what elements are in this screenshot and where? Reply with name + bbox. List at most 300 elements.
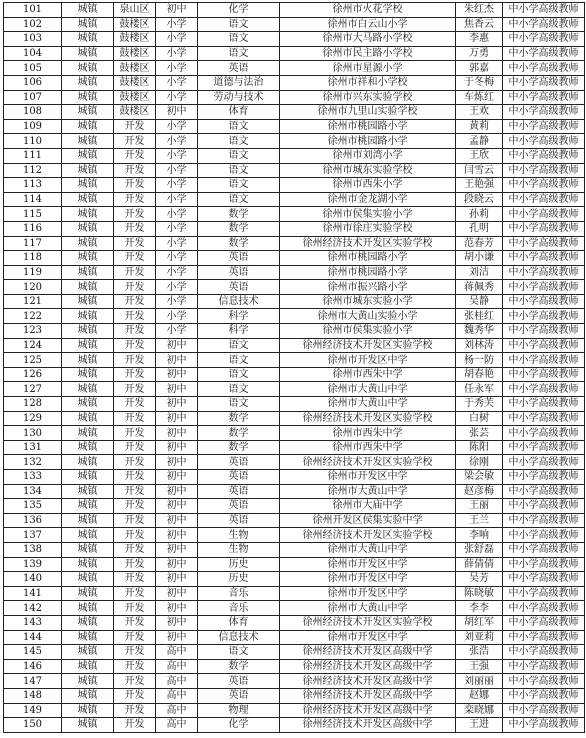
table-row [4,324,585,339]
cell-title: 中小学高级教师 [503,674,585,689]
cell-school-level: 小学 [156,32,198,47]
cell-school-level: 小学 [156,265,198,280]
cell-number: 134 [4,484,62,499]
cell-teacher-name: 刘林涛 [456,338,503,353]
cell-school-name: 徐州市大黄山中学 [280,601,456,616]
cell-subject: 体育 [198,615,280,630]
cell-district: 开发 [114,615,156,630]
cell-title: 中小学高级教师 [503,586,585,601]
cell-school-name: 徐州市刘湾小学 [280,148,456,163]
cell-area-type: 城镇 [62,703,114,718]
cell-area-type: 城镇 [62,353,114,368]
cell-school-name: 徐州市桃园路小学 [280,119,456,134]
cell-area-type: 城镇 [62,148,114,163]
cell-school-name: 徐州市城东实验学校 [280,163,456,178]
table-row [4,105,585,120]
cell-district: 开发 [114,513,156,528]
cell-subject: 数学 [198,659,280,674]
cell-title: 中小学高级教师 [503,499,585,514]
cell-number: 127 [4,382,62,397]
cell-area-type: 城镇 [62,470,114,485]
cell-subject: 英语 [198,251,280,266]
cell-area-type: 城镇 [62,630,114,645]
cell-school-level: 小学 [156,163,198,178]
cell-district: 开发 [114,528,156,543]
cell-school-level: 小学 [156,251,198,266]
cell-school-level: 高中 [156,645,198,660]
cell-subject: 英语 [198,513,280,528]
cell-teacher-name: 吴芳 [456,572,503,587]
cell-area-type: 城镇 [62,601,114,616]
cell-title: 中小学高级教师 [503,542,585,557]
cell-subject: 英语 [198,688,280,703]
cell-number: 133 [4,470,62,485]
table-row [4,90,585,105]
cell-subject: 语文 [198,192,280,207]
roster-body [4,3,585,733]
cell-school-name: 徐州市大黄山中学 [280,382,456,397]
cell-number: 125 [4,353,62,368]
cell-teacher-name: 胡春艳 [456,367,503,382]
cell-school-level: 小学 [156,46,198,61]
table-row [4,674,585,689]
cell-school-level: 小学 [156,134,198,149]
table-row [4,470,585,485]
cell-district: 开发 [114,148,156,163]
cell-title: 中小学高级教师 [503,265,585,280]
table-row [4,703,585,718]
cell-subject: 语文 [198,397,280,412]
cell-district: 开发 [114,601,156,616]
cell-subject: 语文 [198,32,280,47]
cell-school-name: 徐州市西朱中学 [280,440,456,455]
cell-district: 开发 [114,353,156,368]
cell-teacher-name: 黄莉 [456,119,503,134]
cell-district: 开发 [114,586,156,601]
cell-school-name: 徐州市桃园路小学 [280,265,456,280]
cell-teacher-name: 于秀芙 [456,397,503,412]
cell-area-type: 城镇 [62,513,114,528]
cell-school-name: 徐州市白云山小学 [280,17,456,32]
cell-school-level: 初中 [156,528,198,543]
cell-title: 中小学高级教师 [503,615,585,630]
cell-teacher-name: 孔明 [456,221,503,236]
cell-school-name: 徐州市火花学校 [280,3,456,18]
cell-number: 146 [4,659,62,674]
cell-district: 开发 [114,251,156,266]
cell-teacher-name: 徐刚 [456,455,503,470]
table-row [4,484,585,499]
cell-title: 中小学高级教师 [503,718,585,733]
cell-teacher-name: 张浩 [456,645,503,660]
cell-teacher-name: 王强 [456,659,503,674]
cell-title: 中小学高级教师 [503,32,585,47]
cell-district: 开发 [114,236,156,251]
cell-school-name: 徐州市开发区中学 [280,630,456,645]
cell-title: 中小学高级教师 [503,61,585,76]
cell-area-type: 城镇 [62,46,114,61]
cell-area-type: 城镇 [62,105,114,120]
cell-district: 开发 [114,411,156,426]
cell-school-level: 高中 [156,703,198,718]
cell-district: 开发 [114,207,156,222]
cell-school-name: 徐州市大黄山中学 [280,484,456,499]
cell-area-type: 城镇 [62,134,114,149]
cell-school-level: 初中 [156,615,198,630]
cell-title: 中小学高级教师 [503,90,585,105]
cell-subject: 数学 [198,440,280,455]
cell-number: 116 [4,221,62,236]
cell-title: 中小学高级教师 [503,572,585,587]
cell-teacher-name: 李惠 [456,32,503,47]
table-row [4,294,585,309]
cell-school-name: 徐州市星源小学 [280,61,456,76]
cell-district: 开发 [114,703,156,718]
cell-district: 开发 [114,367,156,382]
cell-school-name: 徐州市开发区中学 [280,572,456,587]
cell-number: 130 [4,426,62,441]
cell-school-level: 小学 [156,192,198,207]
cell-subject: 数学 [198,207,280,222]
table-row [4,659,585,674]
cell-area-type: 城镇 [62,221,114,236]
cell-school-name: 徐州市民主路小学校 [280,46,456,61]
cell-area-type: 城镇 [62,17,114,32]
cell-number: 124 [4,338,62,353]
cell-area-type: 城镇 [62,324,114,339]
cell-teacher-name: 闫雪云 [456,163,503,178]
cell-district: 开发 [114,688,156,703]
cell-school-level: 小学 [156,294,198,309]
cell-title: 中小学高级教师 [503,251,585,266]
cell-district: 鼓楼区 [114,90,156,105]
cell-school-name: 徐州市金龙湖小学 [280,192,456,207]
cell-area-type: 城镇 [62,3,114,18]
cell-area-type: 城镇 [62,528,114,543]
table-row [4,426,585,441]
table-row [4,236,585,251]
cell-number: 136 [4,513,62,528]
cell-school-name: 徐州市大黄山实验小学 [280,309,456,324]
cell-title: 中小学高级教师 [503,645,585,660]
cell-title: 中小学高级教师 [503,221,585,236]
cell-school-name: 徐州市振兴路小学 [280,280,456,295]
cell-district: 鼓楼区 [114,17,156,32]
cell-district: 开发 [114,718,156,733]
table-row [4,542,585,557]
cell-title: 中小学高级教师 [503,440,585,455]
cell-school-name: 徐州经济技术开发区高级中学 [280,659,456,674]
cell-subject: 语文 [198,148,280,163]
cell-number: 138 [4,542,62,557]
cell-subject: 语文 [198,178,280,193]
cell-title: 中小学高级教师 [503,528,585,543]
cell-school-name: 徐州市西朱中学 [280,426,456,441]
cell-district: 开发 [114,309,156,324]
table-row [4,148,585,163]
cell-subject: 数学 [198,426,280,441]
cell-school-level: 初中 [156,601,198,616]
cell-school-name: 徐州市徐庄实验学校 [280,221,456,236]
cell-district: 开发 [114,397,156,412]
cell-title: 中小学高级教师 [503,105,585,120]
cell-teacher-name: 王艳强 [456,178,503,193]
cell-subject: 英语 [198,280,280,295]
cell-teacher-name: 张芸 [456,426,503,441]
cell-area-type: 城镇 [62,382,114,397]
cell-subject: 音乐 [198,586,280,601]
cell-subject: 语文 [198,119,280,134]
cell-teacher-name: 王进 [456,718,503,733]
table-row [4,557,585,572]
table-row [4,134,585,149]
cell-area-type: 城镇 [62,688,114,703]
cell-title: 中小学高级教师 [503,703,585,718]
cell-area-type: 城镇 [62,426,114,441]
cell-teacher-name: 张舒磊 [456,542,503,557]
table-row [4,61,585,76]
cell-number: 141 [4,586,62,601]
cell-teacher-name: 栾晓娜 [456,703,503,718]
cell-area-type: 城镇 [62,397,114,412]
cell-number: 110 [4,134,62,149]
cell-district: 开发 [114,178,156,193]
cell-school-name: 徐州市大黄山中学 [280,542,456,557]
cell-title: 中小学高级教师 [503,148,585,163]
cell-area-type: 城镇 [62,251,114,266]
cell-title: 中小学高级教师 [503,659,585,674]
cell-school-name: 徐州市开发区中学 [280,586,456,601]
table-row [4,513,585,528]
cell-teacher-name: 白树 [456,411,503,426]
cell-subject: 语文 [198,645,280,660]
cell-district: 开发 [114,659,156,674]
cell-area-type: 城镇 [62,586,114,601]
cell-school-level: 小学 [156,309,198,324]
cell-district: 开发 [114,119,156,134]
teacher-roster-table [3,2,585,733]
cell-school-name: 徐州经济技术开发区实验学校 [280,455,456,470]
cell-subject: 音乐 [198,601,280,616]
cell-subject: 信息技术 [198,630,280,645]
cell-subject: 语文 [198,382,280,397]
cell-school-level: 初中 [156,513,198,528]
cell-district: 鼓楼区 [114,32,156,47]
cell-number: 132 [4,455,62,470]
cell-teacher-name: 吴静 [456,294,503,309]
cell-school-name: 徐州市开发区中学 [280,470,456,485]
cell-title: 中小学高级教师 [503,353,585,368]
cell-area-type: 城镇 [62,440,114,455]
cell-title: 中小学高级教师 [503,470,585,485]
cell-district: 开发 [114,630,156,645]
cell-number: 140 [4,572,62,587]
table-row [4,382,585,397]
cell-subject: 科学 [198,309,280,324]
cell-teacher-name: 杨一防 [456,353,503,368]
cell-area-type: 城镇 [62,338,114,353]
cell-title: 中小学高级教师 [503,513,585,528]
cell-subject: 语文 [198,353,280,368]
table-row [4,221,585,236]
cell-school-level: 初中 [156,426,198,441]
cell-subject: 语文 [198,46,280,61]
cell-district: 开发 [114,324,156,339]
cell-school-name: 徐州市开发区中学 [280,353,456,368]
table-row [4,528,585,543]
cell-district: 开发 [114,470,156,485]
cell-number: 149 [4,703,62,718]
cell-school-level: 初中 [156,397,198,412]
cell-title: 中小学高级教师 [503,163,585,178]
cell-school-name: 徐州经济技术开发区高级中学 [280,703,456,718]
cell-title: 中小学高级教师 [503,46,585,61]
cell-title: 中小学高级教师 [503,688,585,703]
table-row [4,367,585,382]
cell-teacher-name: 王欢 [456,105,503,120]
cell-title: 中小学高级教师 [503,426,585,441]
cell-district: 开发 [114,455,156,470]
cell-teacher-name: 张桂红 [456,309,503,324]
cell-title: 中小学高级教师 [503,557,585,572]
cell-district: 鼓楼区 [114,75,156,90]
cell-school-name: 徐州开发区侯集实验中学 [280,513,456,528]
table-row [4,207,585,222]
cell-school-level: 初中 [156,382,198,397]
table-row [4,440,585,455]
cell-number: 104 [4,46,62,61]
cell-title: 中小学高级教师 [503,601,585,616]
cell-subject: 生物 [198,542,280,557]
cell-number: 137 [4,528,62,543]
cell-area-type: 城镇 [62,163,114,178]
cell-area-type: 城镇 [62,207,114,222]
cell-district: 开发 [114,542,156,557]
cell-teacher-name: 刘亚莉 [456,630,503,645]
cell-school-level: 初中 [156,499,198,514]
cell-district: 开发 [114,338,156,353]
cell-subject: 数学 [198,221,280,236]
cell-school-level: 初中 [156,367,198,382]
cell-district: 开发 [114,484,156,499]
cell-school-name: 徐州市祥和小学校 [280,75,456,90]
cell-number: 122 [4,309,62,324]
cell-number: 128 [4,397,62,412]
cell-school-name: 徐州经济技术开发区实验学校 [280,236,456,251]
cell-school-name: 徐州市侯集实验小学 [280,324,456,339]
cell-subject: 语文 [198,367,280,382]
cell-title: 中小学高级教师 [503,75,585,90]
cell-area-type: 城镇 [62,265,114,280]
cell-subject: 语文 [198,17,280,32]
cell-subject: 数学 [198,411,280,426]
cell-number: 131 [4,440,62,455]
table-row [4,46,585,61]
cell-school-level: 初中 [156,484,198,499]
cell-school-level: 初中 [156,3,198,18]
cell-number: 114 [4,192,62,207]
cell-area-type: 城镇 [62,280,114,295]
cell-school-level: 初中 [156,338,198,353]
cell-number: 108 [4,105,62,120]
cell-area-type: 城镇 [62,178,114,193]
cell-subject: 体育 [198,105,280,120]
cell-teacher-name: 胡小谦 [456,251,503,266]
cell-school-level: 小学 [156,280,198,295]
cell-number: 145 [4,645,62,660]
cell-teacher-name: 李李 [456,601,503,616]
cell-district: 开发 [114,294,156,309]
cell-school-level: 小学 [156,61,198,76]
cell-title: 中小学高级教师 [503,455,585,470]
cell-title: 中小学高级教师 [503,338,585,353]
table-row [4,3,585,18]
cell-school-name: 徐州经济技术开发区实验学校 [280,411,456,426]
cell-district: 开发 [114,221,156,236]
cell-school-level: 初中 [156,586,198,601]
cell-district: 开发 [114,280,156,295]
cell-title: 中小学高级教师 [503,382,585,397]
cell-title: 中小学高级教师 [503,192,585,207]
cell-district: 开发 [114,645,156,660]
cell-number: 126 [4,367,62,382]
cell-teacher-name: 薛倩倩 [456,557,503,572]
cell-title: 中小学高级教师 [503,134,585,149]
cell-number: 119 [4,265,62,280]
cell-number: 103 [4,32,62,47]
cell-school-level: 小学 [156,324,198,339]
table-row [4,265,585,280]
cell-district: 开发 [114,134,156,149]
cell-teacher-name: 段晓云 [456,192,503,207]
cell-title: 中小学高级教师 [503,397,585,412]
table-row [4,645,585,660]
cell-teacher-name: 赵娜 [456,688,503,703]
cell-number: 147 [4,674,62,689]
cell-district: 开发 [114,265,156,280]
cell-title: 中小学高级教师 [503,411,585,426]
cell-school-level: 初中 [156,542,198,557]
cell-number: 112 [4,163,62,178]
cell-teacher-name: 胡红军 [456,615,503,630]
cell-area-type: 城镇 [62,61,114,76]
cell-school-name: 徐州市桃园路小学 [280,251,456,266]
cell-area-type: 城镇 [62,90,114,105]
cell-school-name: 徐州市西朱小学 [280,178,456,193]
cell-school-level: 小学 [156,148,198,163]
cell-school-level: 小学 [156,119,198,134]
cell-area-type: 城镇 [62,542,114,557]
table-row [4,455,585,470]
cell-school-level: 初中 [156,470,198,485]
cell-district: 开发 [114,382,156,397]
cell-teacher-name: 刘洁 [456,265,503,280]
table-row [4,309,585,324]
cell-number: 113 [4,178,62,193]
cell-number: 120 [4,280,62,295]
cell-area-type: 城镇 [62,294,114,309]
cell-district: 鼓楼区 [114,105,156,120]
table-row [4,601,585,616]
cell-school-name: 徐州经济技术开发区实验学校 [280,528,456,543]
cell-number: 150 [4,718,62,733]
table-row [4,192,585,207]
cell-area-type: 城镇 [62,455,114,470]
cell-subject: 生物 [198,528,280,543]
cell-district: 鼓楼区 [114,61,156,76]
cell-number: 129 [4,411,62,426]
cell-title: 中小学高级教师 [503,309,585,324]
